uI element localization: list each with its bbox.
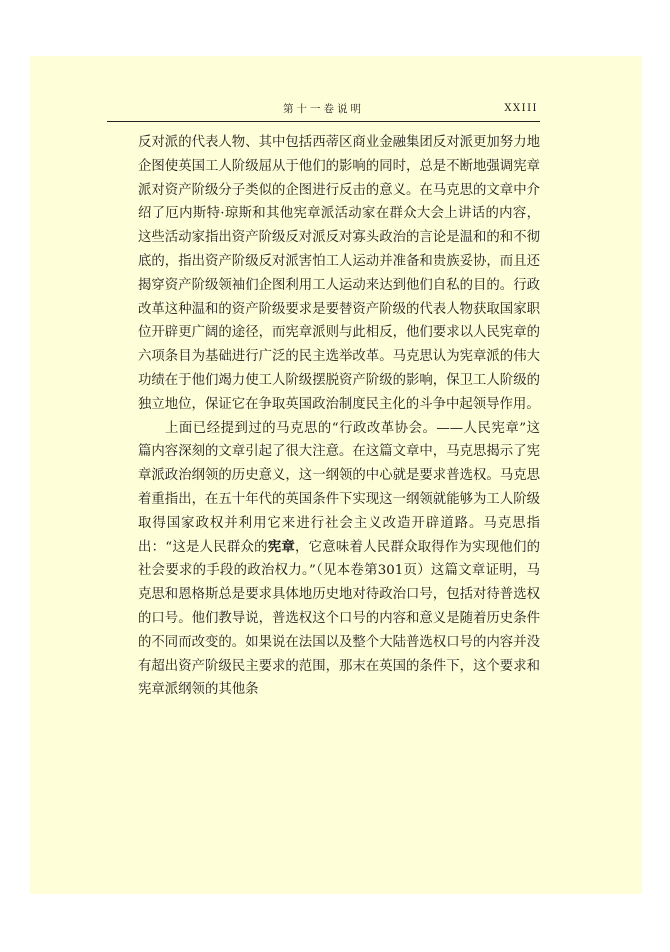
text-segment: 反对派的代表人物、其中包括西蒂区商业金融集团反对派更加努力地企图使英国工人阶级屈从于他们的影响的同时，总是不断地强调宪章派对资产阶级分子类似的企图进行反击的意义。在马克思的文章中介绍了厄内斯特·琼斯和其他宪章派活动家在群众大会上讲话的内容，这些活动家指出资产阶级反对派反对寡头政治的言论是温和的和不彻底的，指出资产阶级反对派害怕工人运动并准备和贵族妥协，而且还揭穿资产阶级领袖们企图利用工人运动来达到他们自私的目的。行政改革这种温和的资产阶级要求是要替资产阶级的代表人物获取国家职位开辟更广阔的途径，而宪章派则与此相反，他们要求以人民宪章的六项条目为基础进行广泛的民主选举改革。马克思认为宪章派的伟大功绩在于他们竭力使工人阶级摆脱资产阶级的影响，保卫工人阶级的独立地位，保证它在争取英国政治制度民主化的斗争中起领导作用。 (138, 135, 540, 412)
emphasis-charter: 宪章 (267, 538, 295, 555)
body-text (138, 131, 540, 702)
paragraph-2 (138, 417, 540, 703)
text-segment: 上面已经提到过的马克思的“行政改革协会。——人民宪章”这篇内容深刻的文章引起了很大注意。在这篇文章中，马克思揭示了宪章派政治纲领的历史意义，这一纲领的中心就是要求普选权。马克思着重指出，在五十年代的英国条件下实现这一纲领就能够为工人阶级取得国家政权并利用它来进行社会主义改造开辟道路。马克思指出：“这是人民群众的 (138, 420, 540, 555)
header-title: 第十一卷说明 (283, 103, 364, 115)
text-segment: ，它意味着人民群众取得作为实现他们的社会要求的手段的政治权力。”（见本卷第301页）这篇文章证明，马克思和恩格斯总是要求具体地历史地对待政治口号，包括对待普选权的口号。他们教导说，普选权这个口号的内容和意义是随着历史条件的不同而改变的。如果说在法国以及整个大陆普选权口号的内容并没有超出资产阶级民主要求的范围，那末在英国的条件下，这个要求和宪章派纲领的其他条 (138, 539, 541, 698)
paragraph-1 (138, 131, 540, 417)
running-header (107, 101, 540, 122)
page-number: XXIII (504, 103, 538, 114)
